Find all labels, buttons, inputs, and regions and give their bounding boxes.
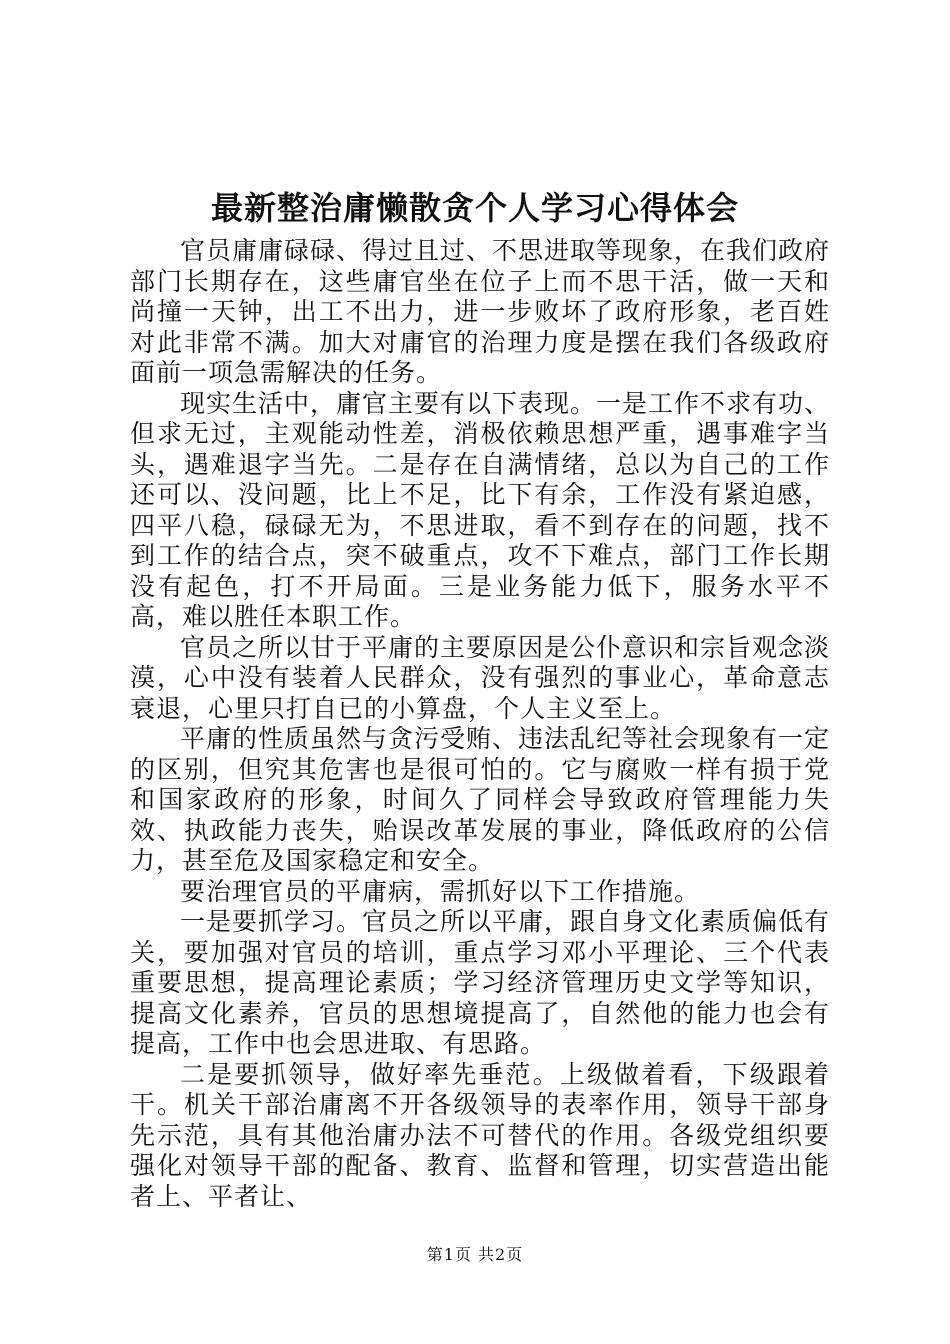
body-paragraph-1: 官员庸庸碌碌、得过且过、不思进取等现象，在我们政府部门长期存在，这些庸官坐在位子上而不思干活，做一天和尚撞一天钟，出工不出力，进一步败坏了政府形象，老百姓对此非常不满。加大对庸官的治理力度是摆在我们各级政府面前一项急需解决的任务。 (130, 236, 831, 387)
body-paragraph-6: 一是要抓学习。官员之所以平庸，跟自身文化素质偏低有关，要加强对官员的培训，重点学习邓小平理论、三个代表重要思想，提高理论素质；学习经济管理历史文学等知识，提高文化素养，官员的思想境提高了，自然他的能力也会有提高，工作中也会思进取、有思路。 (130, 907, 831, 1058)
body-paragraph-2: 现实生活中，庸官主要有以下表现。一是工作不求有功、但求无过，主观能动性差，消极依赖思想严重，遇事难字当头，遇难退字当先。二是存在自满情绪，总以为自己的工作还可以、没问题，比上不足，比下有余，工作没有紧迫感，四平八稳，碌碌无为，不思进取，看不到存在的问题，找不到工作的结合点，突不破重点，攻不下难点，部门工作长期没有起色，打不开局面。三是业务能力低下，服务水平不高，难以胜任本职工作。 (130, 388, 831, 631)
body-paragraph-7: 二是要抓领导，做好率先垂范。上级做着看，下级跟着干。机关干部治庸离不开各级领导的表率作用，领导干部身先示范，具有其他治庸办法不可替代的作用。各级党组织要强化对领导干部的配备、教育、监督和管理，切实营造出能者上、平者让、 (130, 1059, 830, 1211)
document-body (130, 236, 830, 1212)
body-paragraph-3: 官员之所以甘于平庸的主要原因是公仆意识和宗旨观念淡漠，心中没有装着人民群众，没有强烈的事业心，革命意志衰退，心里只打自已的小算盘，个人主义至上。 (130, 632, 831, 723)
body-paragraph-5: 要治理官员的平庸病，需抓好以下工作措施。 (180, 876, 701, 906)
page-number-footer: 第1页 共2页 (426, 1245, 524, 1264)
document-title: 最新整治庸懒散贪个人学习心得体会 (210, 189, 739, 227)
body-paragraph-4: 平庸的性质虽然与贪污受贿、违法乱纪等社会现象有一定的区别，但究其危害也是很可怕的。它与腐败一样有损于党和国家政府的形象，时间久了同样会导致政府管理能力失效、执政能力丧失，贻误改革发展的事业，降低政府的公信力，甚至危及国家稳定和安全。 (130, 724, 831, 875)
